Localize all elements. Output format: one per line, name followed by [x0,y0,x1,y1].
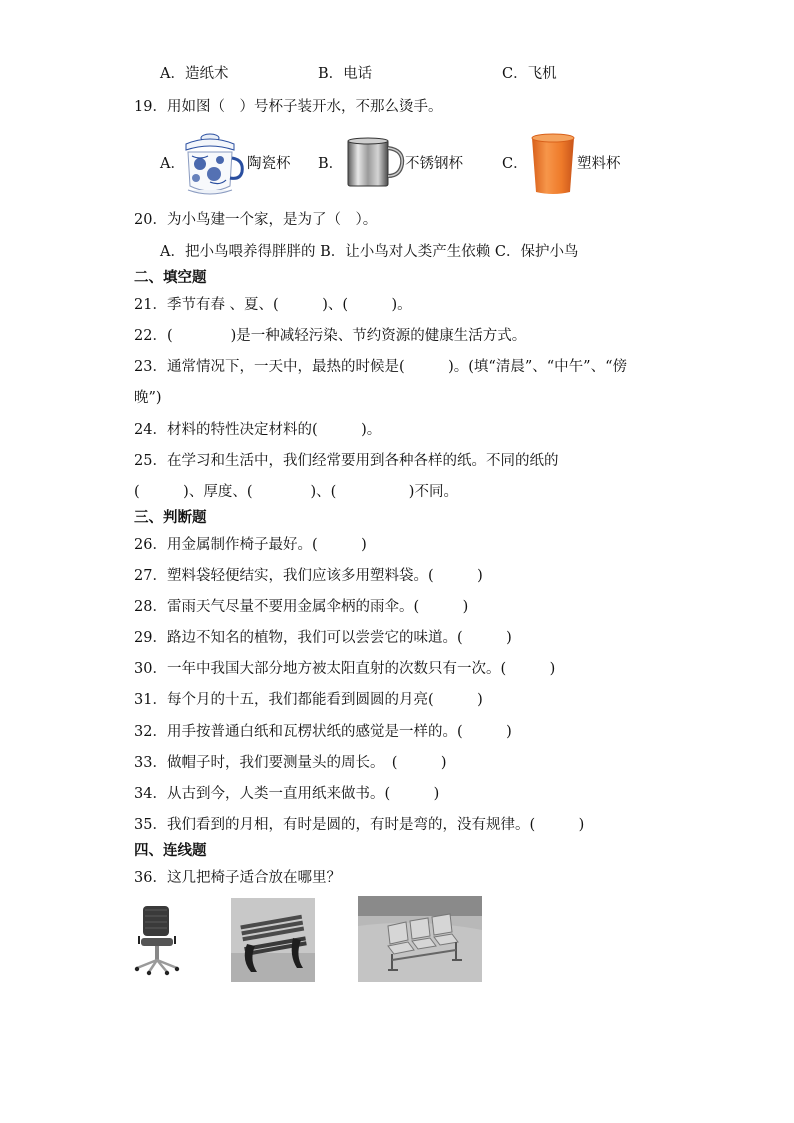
q23-line2: 晚”) [134,390,162,406]
q21: 21．季节有春 、夏、( )、( )。 [134,297,412,313]
q19-option-c-letter: C． [502,156,528,172]
q18-option-a: A．造纸术 [160,66,229,82]
q31: 31．每个月的十五，我们都能看到圆圆的月亮( ) [134,692,483,708]
q30: 30．一年中我国大部分地方被太阳直射的次数只有一次。( ) [134,661,556,677]
park-bench-image [231,898,315,982]
section-true-false-heading: 三、判断题 [134,510,207,526]
porcelain-cup-image [180,130,246,198]
q19-option-c-label: 塑料杯 [577,156,621,172]
q19-option-a-label: 陶瓷杯 [247,156,291,172]
q19-option-a-letter: A． [160,156,185,172]
plastic-cup-image [530,132,576,196]
q25-line2: ( )、厚度、( )、( )不同。 [134,484,458,500]
section-matching-heading: 四、连线题 [134,843,207,859]
q22: 22．( )是一种减轻污染、节约资源的健康生活方式。 [134,328,527,344]
q25-line1: 25．在学习和生活中，我们经常要用到各种各样的纸。不同的纸的 [134,453,559,469]
office-chair-image [133,902,183,978]
q36-stem: 36．这几把椅子适合放在哪里？ [134,870,341,886]
q34: 34．从古到今，人类一直用纸来做书。( ) [134,786,440,802]
q19-stem: 19．用如图（ ）号杯子装开水，不那么烫手。 [134,99,443,115]
q24: 24．材料的特性决定材料的( )。 [134,422,382,438]
q23-line1: 23．通常情况下，一天中，最热的时候是( )。(填“清晨”、“中午”、“傍 [134,359,627,375]
q19-option-b-label: 不锈钢杯 [405,156,463,172]
q20-stem: 20．为小鸟建一个家，是为了（ ）。 [134,212,378,228]
q20-options: A．把小鸟喂养得胖胖的 B．让小鸟对人类产生依赖 C．保护小鸟 [160,244,579,260]
section-fill-in-heading: 二、填空题 [134,270,207,286]
q19-option-b-letter: B． [318,156,344,172]
q28: 28．雷雨天气尽量不要用金属伞柄的雨伞。( ) [134,599,469,615]
waiting-room-chairs-image [358,896,482,982]
q33: 33．做帽子时，我们要测量头的周长。 ( ) [134,755,447,771]
q26: 26．用金属制作椅子最好。( ) [134,537,367,553]
steel-cup-image [344,136,406,190]
q18-option-c: C．飞机 [502,66,557,82]
q32: 32．用手按普通白纸和瓦楞状纸的感觉是一样的。( ) [134,724,512,740]
q27: 27．塑料袋轻便结实，我们应该多用塑料袋。( ) [134,568,483,584]
q29: 29．路边不知名的植物，我们可以尝尝它的味道。( ) [134,630,512,646]
q18-option-b: B．电话 [318,66,373,82]
q35: 35．我们看到的月相，有时是圆的，有时是弯的，没有规律。( ) [134,817,585,833]
